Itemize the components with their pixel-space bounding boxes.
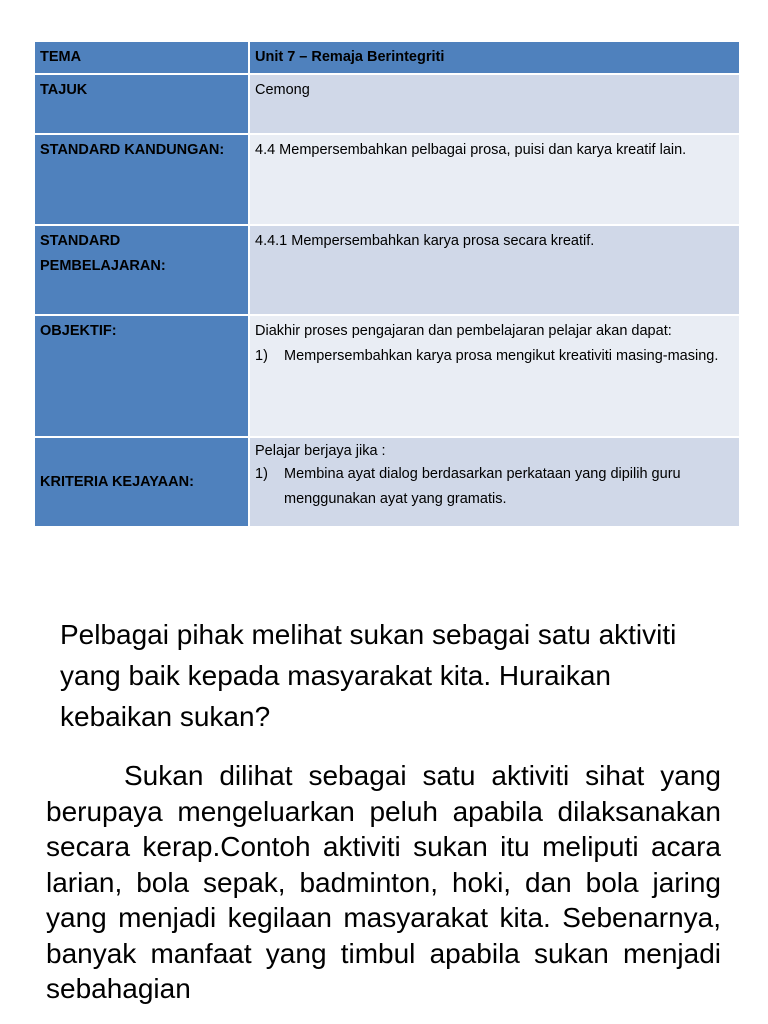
- list-item: [255, 462, 734, 512]
- table-row-tajuk: [34, 74, 740, 134]
- list-number: 1): [255, 466, 268, 482]
- table-row-tema: [34, 41, 740, 74]
- objective-intro: Diakhir proses pengajaran dan pembelajaran pelajar akan dapat:: [255, 323, 672, 339]
- table-row-standard-pembelajaran: [34, 225, 740, 315]
- row-value: 4.4 Mempersembahkan pelbagai prosa, puisi dan karya kreatif lain.: [249, 134, 740, 225]
- row-value: [249, 437, 740, 527]
- essay-answer: Sukan dilihat sebagai satu aktiviti sihat yang berupaya mengeluarkan peluh apabila dilaksanakan secara kerap.Contoh aktiviti sukan itu meliputi acara larian, bola sepak, badminton, hoki, dan bola jaring yang menjadi kegilaan masyarakat kita. Sebenarnya, banyak manfaat yang timbul apabila sukan menjadi sebahagian: [46, 760, 721, 1004]
- row-label: KRITERIA KEJAYAAN:: [34, 437, 249, 527]
- row-label: TEMA: [34, 41, 249, 74]
- row-value: Unit 7 – Remaja Berintegriti: [249, 41, 740, 74]
- list-text: Mempersembahkan karya prosa mengikut kreativiti masing-masing.: [284, 348, 719, 364]
- row-label: TAJUK: [34, 74, 249, 134]
- row-label: OBJEKTIF:: [34, 315, 249, 437]
- essay-question: Pelbagai pihak melihat sukan sebagai satu aktiviti yang baik kepada masyarakat kita. Huraikan kebaikan sukan?: [60, 619, 677, 732]
- list-text: Membina ayat dialog berdasarkan perkataan yang dipilih guru menggunakan ayat yang gramatis.: [284, 466, 681, 507]
- list-number: 1): [255, 348, 268, 364]
- row-label: STANDARD PEMBELAJARAN:: [34, 225, 249, 315]
- row-value: [249, 315, 740, 437]
- list-item: [255, 344, 734, 369]
- table-row-objektif: [34, 315, 740, 437]
- lesson-plan-table: [33, 40, 741, 528]
- row-value: Cemong: [249, 74, 740, 134]
- table-row-kriteria-kejayaan: [34, 437, 740, 527]
- criteria-list: [255, 462, 734, 512]
- table-row-standard-kandungan: [34, 134, 740, 225]
- row-value: 4.4.1 Mempersembahkan karya prosa secara kreatif.: [249, 225, 740, 315]
- objective-list: [255, 344, 734, 369]
- criteria-intro: Pelajar berjaya jika :: [255, 443, 386, 459]
- row-label: STANDARD KANDUNGAN:: [34, 134, 249, 225]
